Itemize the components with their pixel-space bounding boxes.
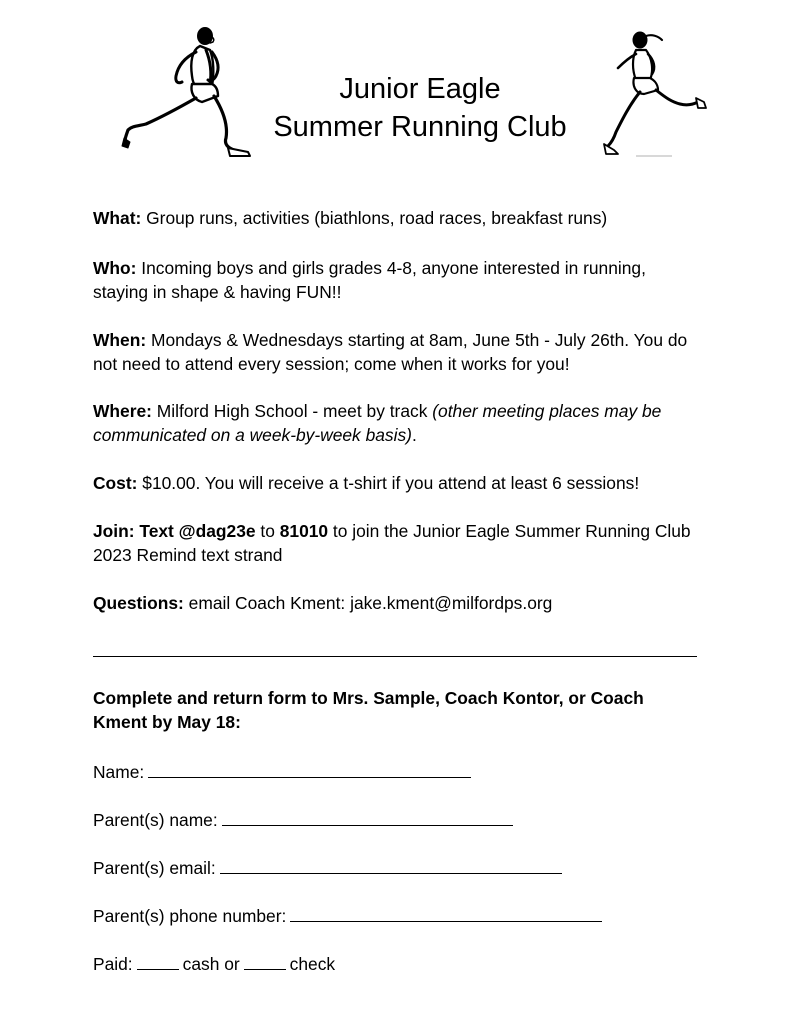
when-label: When: bbox=[93, 330, 147, 350]
who-section bbox=[93, 256, 703, 304]
cost-section bbox=[93, 471, 703, 495]
where-section bbox=[93, 399, 703, 447]
cut-line-divider bbox=[93, 656, 697, 657]
join-to: to bbox=[255, 521, 280, 541]
who-label: Who: bbox=[93, 258, 137, 278]
join-text: to join the Junior Eagle Summer Running Club 2023 Remind text strand bbox=[93, 521, 691, 565]
where-text: Milford High School - meet by track bbox=[151, 401, 433, 421]
join-section bbox=[93, 519, 703, 567]
who-text: Incoming boys and girls grades 4-8, anyone interested in running, staying in shape & having FUN!! bbox=[93, 258, 646, 302]
what-text: Group runs, activities (biathlons, road races, breakfast runs) bbox=[141, 208, 608, 228]
name-field[interactable] bbox=[148, 759, 471, 778]
what-section bbox=[93, 206, 703, 230]
page-title bbox=[250, 70, 590, 146]
parent-phone-field[interactable] bbox=[290, 903, 602, 922]
watermark-mark bbox=[636, 155, 672, 157]
where-label: Where: bbox=[93, 401, 152, 421]
parent-name-field-row bbox=[93, 807, 513, 832]
cash-label: cash or bbox=[182, 954, 240, 974]
male-runner-icon bbox=[120, 26, 255, 160]
questions-section bbox=[93, 591, 703, 615]
check-label: check bbox=[289, 954, 336, 974]
when-section bbox=[93, 328, 703, 376]
parent-phone-field-row bbox=[93, 903, 602, 928]
female-runner-icon bbox=[600, 28, 708, 158]
parent-email-label: Parent(s) email: bbox=[93, 858, 216, 878]
what-label: What: bbox=[93, 208, 142, 228]
paid-field-row bbox=[93, 951, 335, 976]
where-end: . bbox=[411, 425, 417, 445]
join-number: 81010 bbox=[279, 521, 329, 541]
when-text: Mondays & Wednesdays starting at 8am, June 5th - July 26th. You do not need to attend every session; come when it works for you! bbox=[93, 330, 688, 374]
where-note: (other meeting places may be communicated on a week-by-week basis) bbox=[93, 401, 662, 445]
parent-name-field[interactable] bbox=[222, 807, 513, 826]
cost-label: Cost: bbox=[93, 473, 138, 493]
parent-phone-label: Parent(s) phone number: bbox=[93, 906, 287, 926]
paid-cash-blank[interactable] bbox=[137, 951, 179, 970]
cost-text: $10.00. You will receive a t-shirt if you attend at least 6 sessions! bbox=[137, 473, 640, 493]
parent-name-label: Parent(s) name: bbox=[93, 810, 218, 830]
title-line-1: Junior Eagle bbox=[339, 73, 501, 105]
questions-label: Questions: bbox=[93, 593, 184, 613]
paid-label: Paid: bbox=[93, 954, 133, 974]
form-instructions: Complete and return form to Mrs. Sample, Coach Kontor, or Coach Kment by May 18: bbox=[93, 688, 644, 732]
questions-text: email Coach Kment: jake.kment@milfordps.org bbox=[183, 593, 553, 613]
paid-check-blank[interactable] bbox=[244, 951, 286, 970]
name-label: Name: bbox=[93, 762, 145, 782]
name-field-row bbox=[93, 759, 471, 784]
title-line-2: Summer Running Club bbox=[273, 111, 567, 143]
parent-email-field[interactable] bbox=[220, 855, 562, 874]
join-label: Join: Text @dag23e bbox=[93, 521, 256, 541]
parent-email-field-row bbox=[93, 855, 562, 880]
